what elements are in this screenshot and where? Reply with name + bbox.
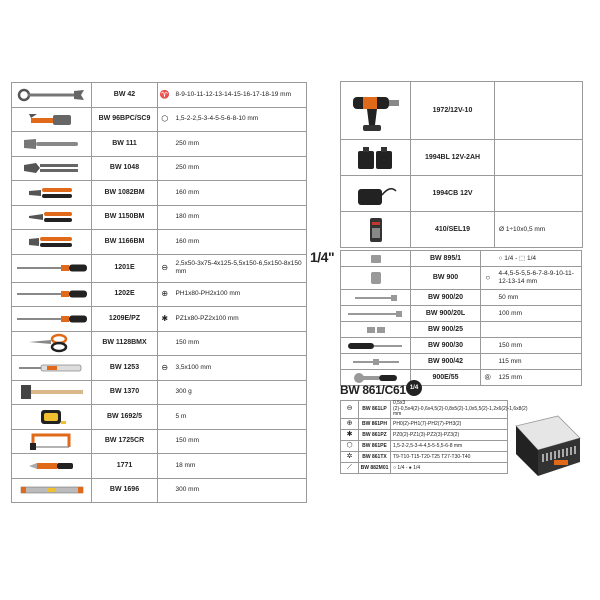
- table-row: 1994CB 12V: [341, 176, 583, 212]
- phillips-icon: ⊕: [158, 282, 172, 307]
- slotted-icon: ⊖: [158, 356, 172, 381]
- product-code: BW 42: [92, 83, 158, 108]
- table-row: BW 1150BM 180 mm: [12, 205, 307, 230]
- ratchet-icon: ®: [481, 370, 495, 386]
- pozidriv-icon: ✱: [341, 429, 359, 440]
- table-row: BW 1696 300 mm: [12, 478, 307, 503]
- table-row: ✱ BW 861PZ PZ0(2)-PZ1(3)-PZ2(3)-PZ3(2): [341, 429, 508, 440]
- tape-measure-icon: [37, 408, 67, 426]
- table-row: 1972/12V-10: [341, 82, 583, 140]
- spirit-level-icon: [19, 485, 85, 495]
- table-row: BW 895/1 ○ 1/4 - ⬚ 1/4: [341, 251, 582, 267]
- table-row: BW 96BPC/SC9 ⬡ 1,5-2-2,5-3-4-5-5-6-8-10 mm: [12, 107, 307, 132]
- table-row: BW 900/20L 100 mm: [341, 306, 582, 322]
- table-row: 900E/55 ® 125 mm: [341, 370, 582, 386]
- hammer-icon: [19, 383, 85, 401]
- bit-holder-icon: ⟋: [341, 462, 359, 473]
- slotted-icon: ⊖: [341, 401, 359, 419]
- slotted-icon: ⊖: [158, 254, 172, 282]
- tool-image-cell: [12, 83, 92, 108]
- table-row: BW 1725CR 150 mm: [12, 429, 307, 454]
- torx-icon: ✲: [341, 451, 359, 462]
- battery-charger-icon: [354, 181, 398, 207]
- table-row: BW 111 250 mm: [12, 132, 307, 157]
- bits-table: [340, 400, 528, 474]
- table-row: BW 1128BMX 150 mm: [12, 331, 307, 356]
- spinner-handle-icon: [346, 341, 406, 351]
- voltage-tester-icon: [17, 363, 87, 373]
- size-description: 8-9-10-11-12-13-14-15-16-17-18-19 mm: [172, 83, 307, 108]
- scissors-icon: [27, 334, 77, 352]
- table-row: 1201E ⊖ 2,5x50-3x75-4x125-5,5x150-6,5x150-8x150 mm: [12, 254, 307, 282]
- table-row: BW 900 ○ 4-4,5-5-5,5-6-7-8-9-10-11-12-13-14 mm: [341, 267, 582, 290]
- cordless-drill-icon: [349, 89, 403, 133]
- table-row: BW 1253 ⊖ 3,5x100 mm: [12, 356, 307, 381]
- table-row: [12, 83, 307, 108]
- socket-icon: [368, 270, 384, 286]
- table-row: BW 1048 250 mm: [12, 156, 307, 181]
- table-row: 1771 18 mm: [12, 454, 307, 479]
- hex-icon: ⬡: [341, 440, 359, 451]
- table-row: BW 900/42 115 mm: [341, 354, 582, 370]
- open-ring-icon: ♈: [158, 83, 172, 108]
- table-row: BW 1692/5 5 m: [12, 405, 307, 430]
- hex-key-wrench-icon: [27, 111, 77, 127]
- table-row: BW 900/20 50 mm: [341, 290, 582, 306]
- table-row: ⟋ BW 882M01 ○ 1/4 - ● 1/4: [341, 462, 508, 473]
- phillips-icon: ⊕: [341, 418, 359, 429]
- table-row: BW 900/30 150 mm: [341, 338, 582, 354]
- drive-size-label: 1/4": [310, 249, 335, 265]
- drive-size-badge: 1/4: [406, 380, 422, 396]
- hacksaw-icon: [29, 431, 75, 451]
- drill-bit-set-icon: [366, 216, 386, 244]
- table-row: ⊕ BW 861PH PH0(2)-PH1(7)-PH2(7)-PH3(2): [341, 418, 508, 429]
- table-row: 1202E ⊕ PH1x80-PH2x100 mm: [12, 282, 307, 307]
- table-row: BW 1370 300 g: [12, 380, 307, 405]
- hand-tools-table: [11, 82, 307, 503]
- bit-case-icon: [510, 412, 582, 480]
- power-tools-table: [340, 81, 583, 248]
- bits-set-title: BW 861/C61: [340, 383, 406, 397]
- adapter-icon: [368, 253, 384, 265]
- adjustable-wrench-icon: [22, 137, 82, 151]
- hex-icon: ⬡: [158, 107, 172, 132]
- ratchet-icon: [351, 372, 401, 384]
- long-nose-pliers-icon: [27, 209, 77, 225]
- hex-socket-icon: ○: [481, 267, 495, 290]
- utility-knife-icon: [27, 460, 77, 472]
- battery-pack-icon: [356, 145, 396, 171]
- pipe-pliers-icon: [22, 161, 82, 175]
- table-row: 1994BL 12V-2AH: [341, 140, 583, 176]
- pozidriv-screwdriver-icon: [15, 313, 89, 325]
- socket-set-table: [340, 250, 582, 386]
- universal-joint-icon: [364, 325, 388, 335]
- long-extension-icon: [346, 309, 406, 319]
- table-row: ✲ BW 861TX T9-T10-T15-T20-T25 T27-T30-T40: [341, 451, 508, 462]
- pozidriv-icon: ✱: [158, 307, 172, 332]
- product-code: BW 96BPC/SC9: [92, 107, 158, 132]
- cutting-pliers-icon: [27, 234, 77, 250]
- table-row: BW 1082BM 160 mm: [12, 181, 307, 206]
- table-row: ⊖ BW 861LP 0,5x3 (2)-0,5x4(2)-0,6x4,5(2)-0,8x5(2)-1,0x5,5(2)-1,2x6(2)-1,6x8(2) mm: [341, 401, 508, 419]
- combination-pliers-icon: [27, 185, 77, 201]
- table-row: 410/SEL19 Ø 1÷10x0,5 mm: [341, 212, 583, 248]
- phillips-screwdriver-icon: [15, 288, 89, 300]
- sliding-tee-icon: [351, 357, 401, 367]
- table-row: 1209E/PZ ✱ PZ1x80-PZ2x100 mm: [12, 307, 307, 332]
- table-row: BW 1166BM 160 mm: [12, 230, 307, 255]
- flat-screwdriver-icon: [15, 262, 89, 274]
- table-row: BW 900/25: [341, 322, 582, 338]
- combination-wrench-icon: [17, 88, 87, 102]
- table-row: ⬡ BW 861PE 1,5-2-2,5-3-4-4,5-5-5,5-6-8 mm: [341, 440, 508, 451]
- short-extension-icon: [351, 293, 401, 303]
